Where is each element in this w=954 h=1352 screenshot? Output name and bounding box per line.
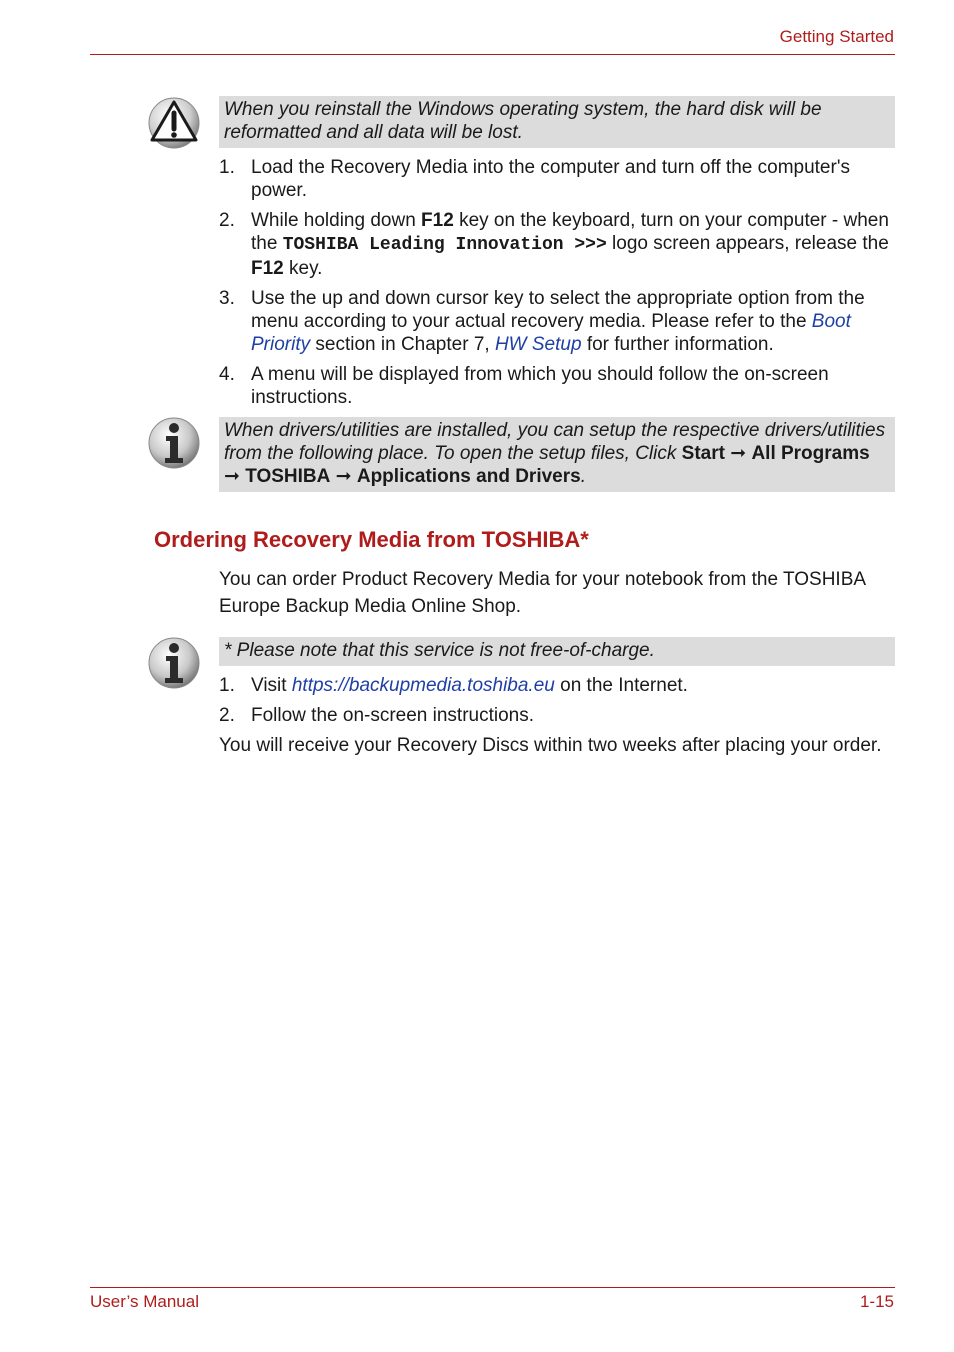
list-item: 1. Load the Recovery Media into the computer and turn off the computer's power. (219, 157, 850, 201)
order-steps-list (219, 674, 895, 727)
info-i-icon (147, 416, 201, 470)
backupmedia-link[interactable]: https://backupmedia.toshiba.eu (291, 675, 555, 696)
header-rule (90, 54, 895, 55)
boot-priority-link[interactable]: Boot Priority (251, 311, 851, 355)
page-number: 1-15 (859, 1292, 894, 1311)
section-intro: You can order Product Recovery Media for your notebook from the TOSHIBA Europe Backup Media Online Shop. (219, 569, 865, 617)
warning-note (219, 96, 895, 148)
warning-note-text: When you reinstall the Windows operating system, the hard disk will be reformatted and all data will be lost. (224, 99, 822, 143)
footer-rule (90, 1287, 895, 1288)
logo-text: TOSHIBA Leading Innovation >>> (282, 235, 607, 255)
reinstall-steps-list (219, 156, 895, 409)
list-item: 2. Follow the on-screen instructions. (219, 705, 535, 726)
key-label: F12 (251, 258, 284, 279)
key-label: F12 (421, 210, 454, 231)
hw-setup-link[interactable]: HW Setup (494, 334, 582, 355)
warning-triangle-icon (147, 96, 201, 150)
list-item: 1. Visit https://backupmedia.toshiba.eu on the Internet. (219, 675, 688, 696)
info-i-icon (147, 636, 201, 690)
section-heading: Ordering Recovery Media from TOSHIBA* (154, 527, 589, 552)
list-item: 2. While holding down F12 key on the keyboard, turn on your computer - when the TOSHIBA Leading Innovation >>> logo screen appears, release the F12 key. (219, 210, 889, 279)
fee-info-note: * Please note that this service is not free-of-charge. (219, 637, 895, 666)
running-header: Getting Started (779, 27, 894, 46)
closing-paragraph: You will receive your Recovery Discs within two weeks after placing your order. (219, 735, 882, 756)
footer-manual-label: User’s Manual (90, 1292, 199, 1311)
list-item: 3. Use the up and down cursor key to select the appropriate option from the menu according to your actual recovery media. Please refer to the Boot Priority section in Chapter 7, HW Setup for further information. (219, 288, 865, 355)
drivers-info-note: When drivers/utilities are installed, you can setup the respective drivers/utilities from the following place. To open the setup files, Click Start ➞ All Programs ➞ TOSHIBA ➞ Applications and Drivers. (219, 417, 895, 492)
list-item: 4. A menu will be displayed from which you should follow the on-screen instructions. (219, 364, 829, 408)
